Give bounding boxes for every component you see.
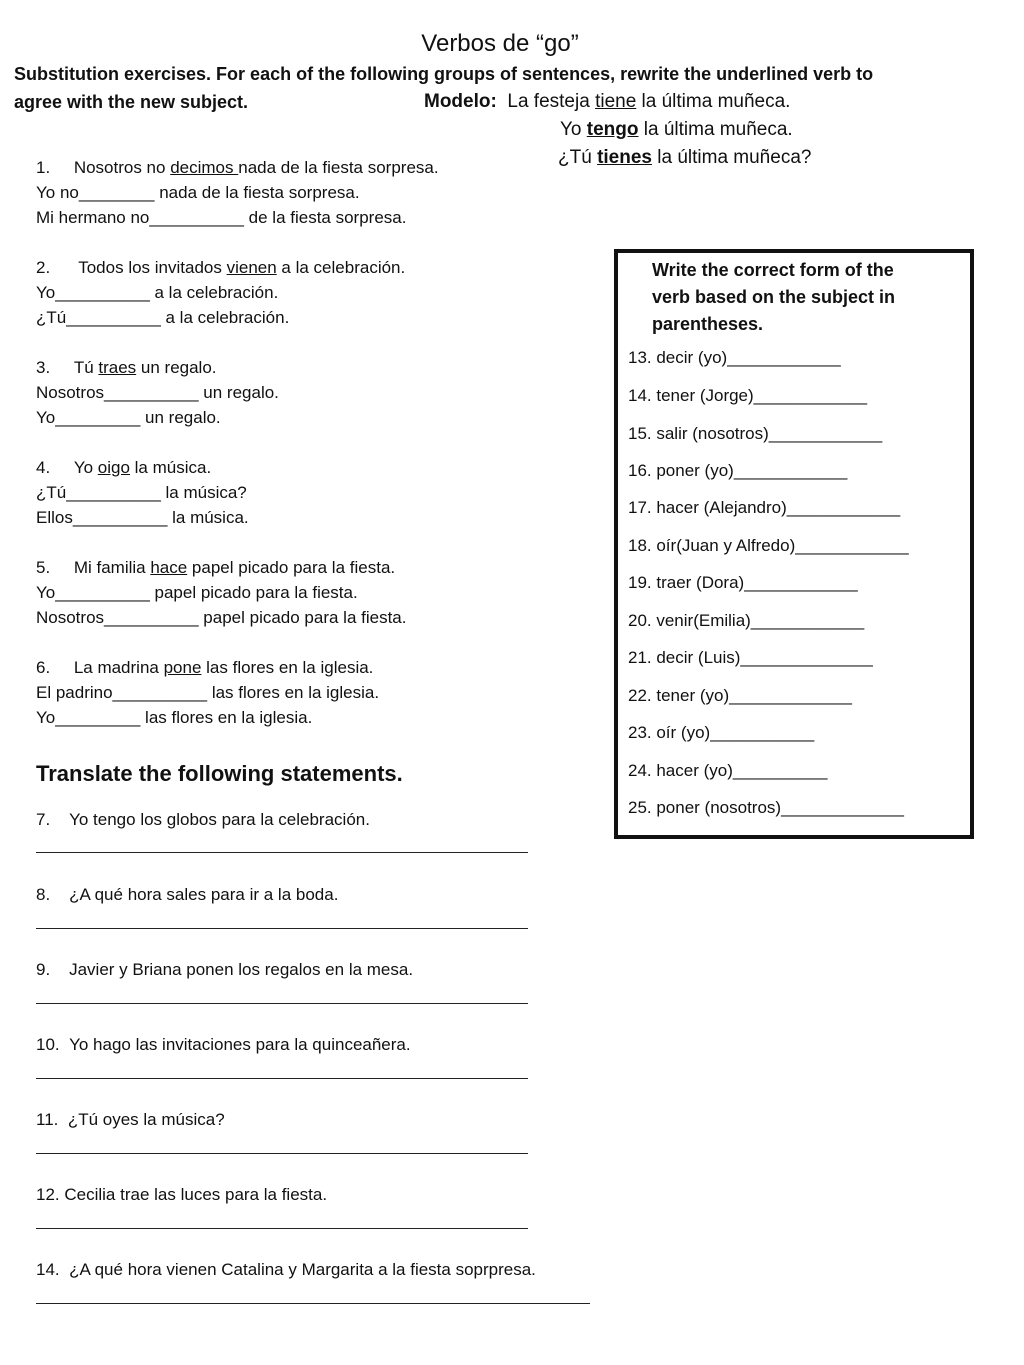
modelo-verb: tiene bbox=[595, 91, 637, 112]
underlined-verb: oigo bbox=[97, 458, 130, 477]
exercise-text: a la celebración. bbox=[276, 258, 406, 277]
exercise-1-line-3: Mi hermano no__________ de la fiesta sorpresa. bbox=[36, 208, 407, 227]
exercise-5-line-2: Yo__________ papel picado para la fiesta. bbox=[36, 583, 358, 602]
box-item-14: 14. tener (Jorge)____________ bbox=[628, 386, 868, 405]
item-text: ¿Tú oyes la música? bbox=[67, 1110, 225, 1129]
modelo-text: la última muñeca. bbox=[638, 119, 793, 140]
box-item-21: 21. decir (Luis)______________ bbox=[628, 648, 873, 667]
modelo-text: la última muñeca? bbox=[651, 147, 812, 168]
exercise-4-prompt bbox=[36, 458, 211, 478]
modelo-line-3 bbox=[558, 147, 811, 169]
item-number: 7. bbox=[36, 810, 51, 829]
box-item-20: 20. venir(Emilia)____________ bbox=[628, 611, 865, 630]
answer-line[interactable] bbox=[36, 852, 528, 853]
exercise-2-line-3: ¿Tú__________ a la celebración. bbox=[36, 308, 290, 327]
exercise-number: 6. bbox=[36, 658, 51, 677]
exercise-text: nada de la fiesta sorpresa. bbox=[238, 158, 439, 177]
box-item-24: 24. hacer (yo)__________ bbox=[628, 761, 828, 780]
exercise-4-line-2: ¿Tú__________ la música? bbox=[36, 483, 247, 502]
exercise-text: Nosotros no bbox=[73, 158, 171, 177]
modelo-text: Yo bbox=[560, 119, 587, 140]
box-heading-line-1: Write the correct form of the bbox=[652, 260, 894, 280]
underlined-verb: hace bbox=[150, 558, 188, 577]
modelo-line-2 bbox=[560, 119, 793, 141]
modelo-text: ¿Tú bbox=[558, 147, 598, 168]
exercise-text: Mi familia bbox=[73, 558, 151, 577]
item-number: 14. bbox=[36, 1260, 60, 1279]
underlined-verb: traes bbox=[98, 358, 137, 377]
translate-heading: Translate the following statements. bbox=[36, 761, 403, 786]
box-item-22: 22. tener (yo)_____________ bbox=[628, 686, 853, 705]
exercise-5-prompt bbox=[36, 558, 395, 578]
exercise-text: papel picado para la fiesta. bbox=[187, 558, 396, 577]
translate-item-11 bbox=[36, 1110, 225, 1130]
translate-item-10 bbox=[36, 1035, 411, 1055]
exercise-number: 4. bbox=[36, 458, 51, 477]
exercise-2-line-2: Yo__________ a la celebración. bbox=[36, 283, 279, 302]
item-number: 9. bbox=[36, 960, 51, 979]
exercise-text: un regalo. bbox=[136, 358, 217, 377]
box-item-25: 25. poner (nosotros)_____________ bbox=[628, 798, 904, 817]
item-text: Yo hago las invitaciones para la quinceañera. bbox=[69, 1035, 411, 1054]
box-item-23: 23. oír (yo)___________ bbox=[628, 723, 815, 742]
exercise-number: 2. bbox=[36, 258, 51, 277]
exercise-1-prompt bbox=[36, 158, 439, 178]
exercise-text: Yo bbox=[73, 458, 98, 477]
exercise-text: Todos los invitados bbox=[73, 258, 227, 277]
item-text: Yo tengo los globos para la celebración. bbox=[69, 810, 370, 829]
translate-item-12 bbox=[36, 1185, 327, 1205]
item-number: 12. bbox=[36, 1185, 60, 1204]
underlined-verb: pone bbox=[163, 658, 202, 677]
answer-line[interactable] bbox=[36, 1078, 528, 1079]
translate-item-7 bbox=[36, 810, 370, 830]
instructions-line-2: agree with the new subject. bbox=[14, 92, 249, 112]
box-item-16: 16. poner (yo)____________ bbox=[628, 461, 848, 480]
item-number: 11. bbox=[36, 1110, 59, 1129]
exercise-number: 3. bbox=[36, 358, 51, 377]
translate-item-9 bbox=[36, 960, 413, 980]
translate-item-14 bbox=[36, 1260, 536, 1280]
answer-line[interactable] bbox=[36, 1303, 590, 1304]
answer-line[interactable] bbox=[36, 1153, 528, 1154]
answer-line[interactable] bbox=[36, 928, 528, 929]
box-item-17: 17. hacer (Alejandro)____________ bbox=[628, 498, 901, 517]
translate-item-8 bbox=[36, 885, 338, 905]
item-text: ¿A qué hora vienen Catalina y Margarita a la fiesta soprpresa. bbox=[69, 1260, 536, 1279]
box-item-15: 15. salir (nosotros)____________ bbox=[628, 424, 883, 443]
item-number: 10. bbox=[36, 1035, 60, 1054]
exercise-6-prompt bbox=[36, 658, 373, 678]
exercise-text: las flores en la iglesia. bbox=[201, 658, 374, 677]
modelo-verb: tienes bbox=[597, 147, 652, 168]
underlined-verb: decimos bbox=[170, 158, 239, 177]
exercise-3-line-3: Yo_________ un regalo. bbox=[36, 408, 221, 427]
underlined-verb: vienen bbox=[226, 258, 277, 277]
exercise-1-line-2: Yo no________ nada de la fiesta sorpresa. bbox=[36, 183, 360, 202]
exercise-2-prompt bbox=[36, 258, 405, 278]
modelo-line-1 bbox=[424, 91, 790, 113]
box-heading-line-3: parentheses. bbox=[652, 314, 764, 334]
box-item-13: 13. decir (yo)____________ bbox=[628, 348, 841, 367]
box-item-19: 19. traer (Dora)____________ bbox=[628, 573, 858, 592]
answer-line[interactable] bbox=[36, 1228, 528, 1229]
box-heading-line-2: verb based on the subject in bbox=[652, 287, 896, 307]
exercise-3-prompt bbox=[36, 358, 217, 378]
answer-line[interactable] bbox=[36, 1003, 528, 1004]
exercise-5-line-3: Nosotros__________ papel picado para la fiesta. bbox=[36, 608, 407, 627]
item-number: 8. bbox=[36, 885, 51, 904]
box-item-18: 18. oír(Juan y Alfredo)____________ bbox=[628, 536, 909, 555]
instructions-line-1: Substitution exercises. For each of the following groups of sentences, rewrite the underlined verb to bbox=[14, 64, 874, 84]
modelo-text: La festeja bbox=[507, 91, 596, 112]
exercise-number: 5. bbox=[36, 558, 51, 577]
exercise-text: Tú bbox=[73, 358, 99, 377]
item-text: ¿A qué hora sales para ir a la boda. bbox=[69, 885, 339, 904]
page-title: Verbos de “go” bbox=[421, 30, 579, 57]
exercise-6-line-3: Yo_________ las flores en la iglesia. bbox=[36, 708, 313, 727]
exercise-6-line-2: El padrino__________ las flores en la iglesia. bbox=[36, 683, 380, 702]
modelo-text: la última muñeca. bbox=[636, 91, 791, 112]
exercise-number: 1. bbox=[36, 158, 51, 177]
modelo-verb: tengo bbox=[586, 119, 639, 140]
exercise-text: La madrina bbox=[73, 658, 164, 677]
exercise-4-line-3: Ellos__________ la música. bbox=[36, 508, 249, 527]
modelo-label: Modelo: bbox=[424, 91, 497, 112]
exercise-3-line-2: Nosotros__________ un regalo. bbox=[36, 383, 279, 402]
item-text: Cecilia trae las luces para la fiesta. bbox=[64, 1185, 328, 1204]
exercise-text: la música. bbox=[129, 458, 212, 477]
item-text: Javier y Briana ponen los regalos en la mesa. bbox=[69, 960, 414, 979]
